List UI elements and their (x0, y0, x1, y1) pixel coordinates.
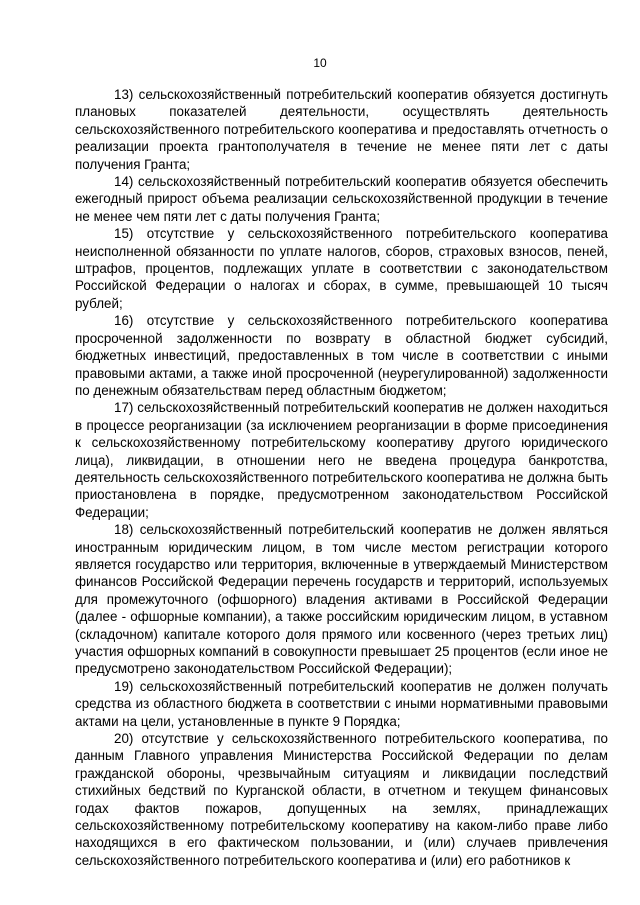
paragraph-18: 18) сельскохозяйственный потребительский кооператив не должен являться иностранным юридическим лицом, в том числе местом регистрации которого является государство или территория, включенные в утверждаемый Министерством финансов Российской Федерации перечень государств и территорий, используемых для промежуточного (офшорного) владения активами в Российской Федерации (далее - офшорные компании), а также российским юридическим лицом, в уставном (складочном) капитале которого доля прямого или косвенного (через третьих лиц) участия офшорных компаний в совокупности превышает 25 процентов (если иное не предусмотрено законодательством Российской Федерации); (75, 522, 608, 677)
paragraph-15: 15) отсутствие у сельскохозяйственного потребительского кооператива неисполненной обязанности по уплате налогов, сборов, страховых взносов, пеней, штрафов, процентов, подлежащих уплате в соответствии с законодательством Российской Федерации о налогах и сборах, в сумме, превышающей 10 тысяч рублей; (75, 226, 608, 311)
document-body (75, 86, 608, 869)
paragraph-13: 13) сельскохозяйственный потребительский кооператив обязуется достигнуть плановых показателей деятельности, осуществлять деятельность сельскохозяйственного потребительского кооператива и предоставлять отчетность о реализации проекта грантополучателя в течение не менее пяти лет с даты получения Гранта; (75, 87, 608, 172)
paragraph-16: 16) отсутствие у сельскохозяйственного потребительского кооператива просроченной задолженности по возврату в областной бюджет субсидий, бюджетных инвестиций, предоставленных в том числе в соответствии с иными правовыми актами, а также иной просроченной (неурегулированной) задолженности по денежным обязательствам перед областным бюджетом; (75, 313, 608, 398)
paragraph-17: 17) сельскохозяйственный потребительский кооператив не должен находиться в процессе реорганизации (за исключением реорганизации в форме присоединения к сельскохозяйственному потребительскому кооперативу другого юридического лица), ликвидации, в отношении него не введена процедура банкротства, деятельность сельскохозяйственного потребительского кооператива не должна быть приостановлена в порядке, предусмотренном законодательством Российской Федерации; (75, 400, 608, 520)
paragraph-20: 20) отсутствие у сельскохозяйственного потребительского кооператива, по данным Главного управления Министерства Российской Федерации по делам гражданской обороны, чрезвычайным ситуациям и ликвидации последствий стихийных бедствий по Курганской области, в отчетном и текущем финансовых годах фактов пожаров, допущенных на землях, принадлежащих сельскохозяйственному потребительскому кооперативу на каком-либо праве либо находящихся в его фактическом пользовании, и (или) случаев привлечения сельскохозяйственного потребительского кооператива и (или) его работников к (75, 731, 608, 868)
paragraph-19: 19) сельскохозяйственный потребительский кооператив не должен получать средства из областного бюджета в соответствии с иными нормативными правовыми актами на цели, установленные в пункте 9 Порядка; (75, 678, 608, 729)
paragraph-14: 14) сельскохозяйственный потребительский кооператив обязуется обеспечить ежегодный прирост объема реализации сельскохозяйственной продукции в течение не менее чем пяти лет с даты получения Гранта; (75, 174, 608, 224)
page-number: 10 (313, 56, 327, 70)
